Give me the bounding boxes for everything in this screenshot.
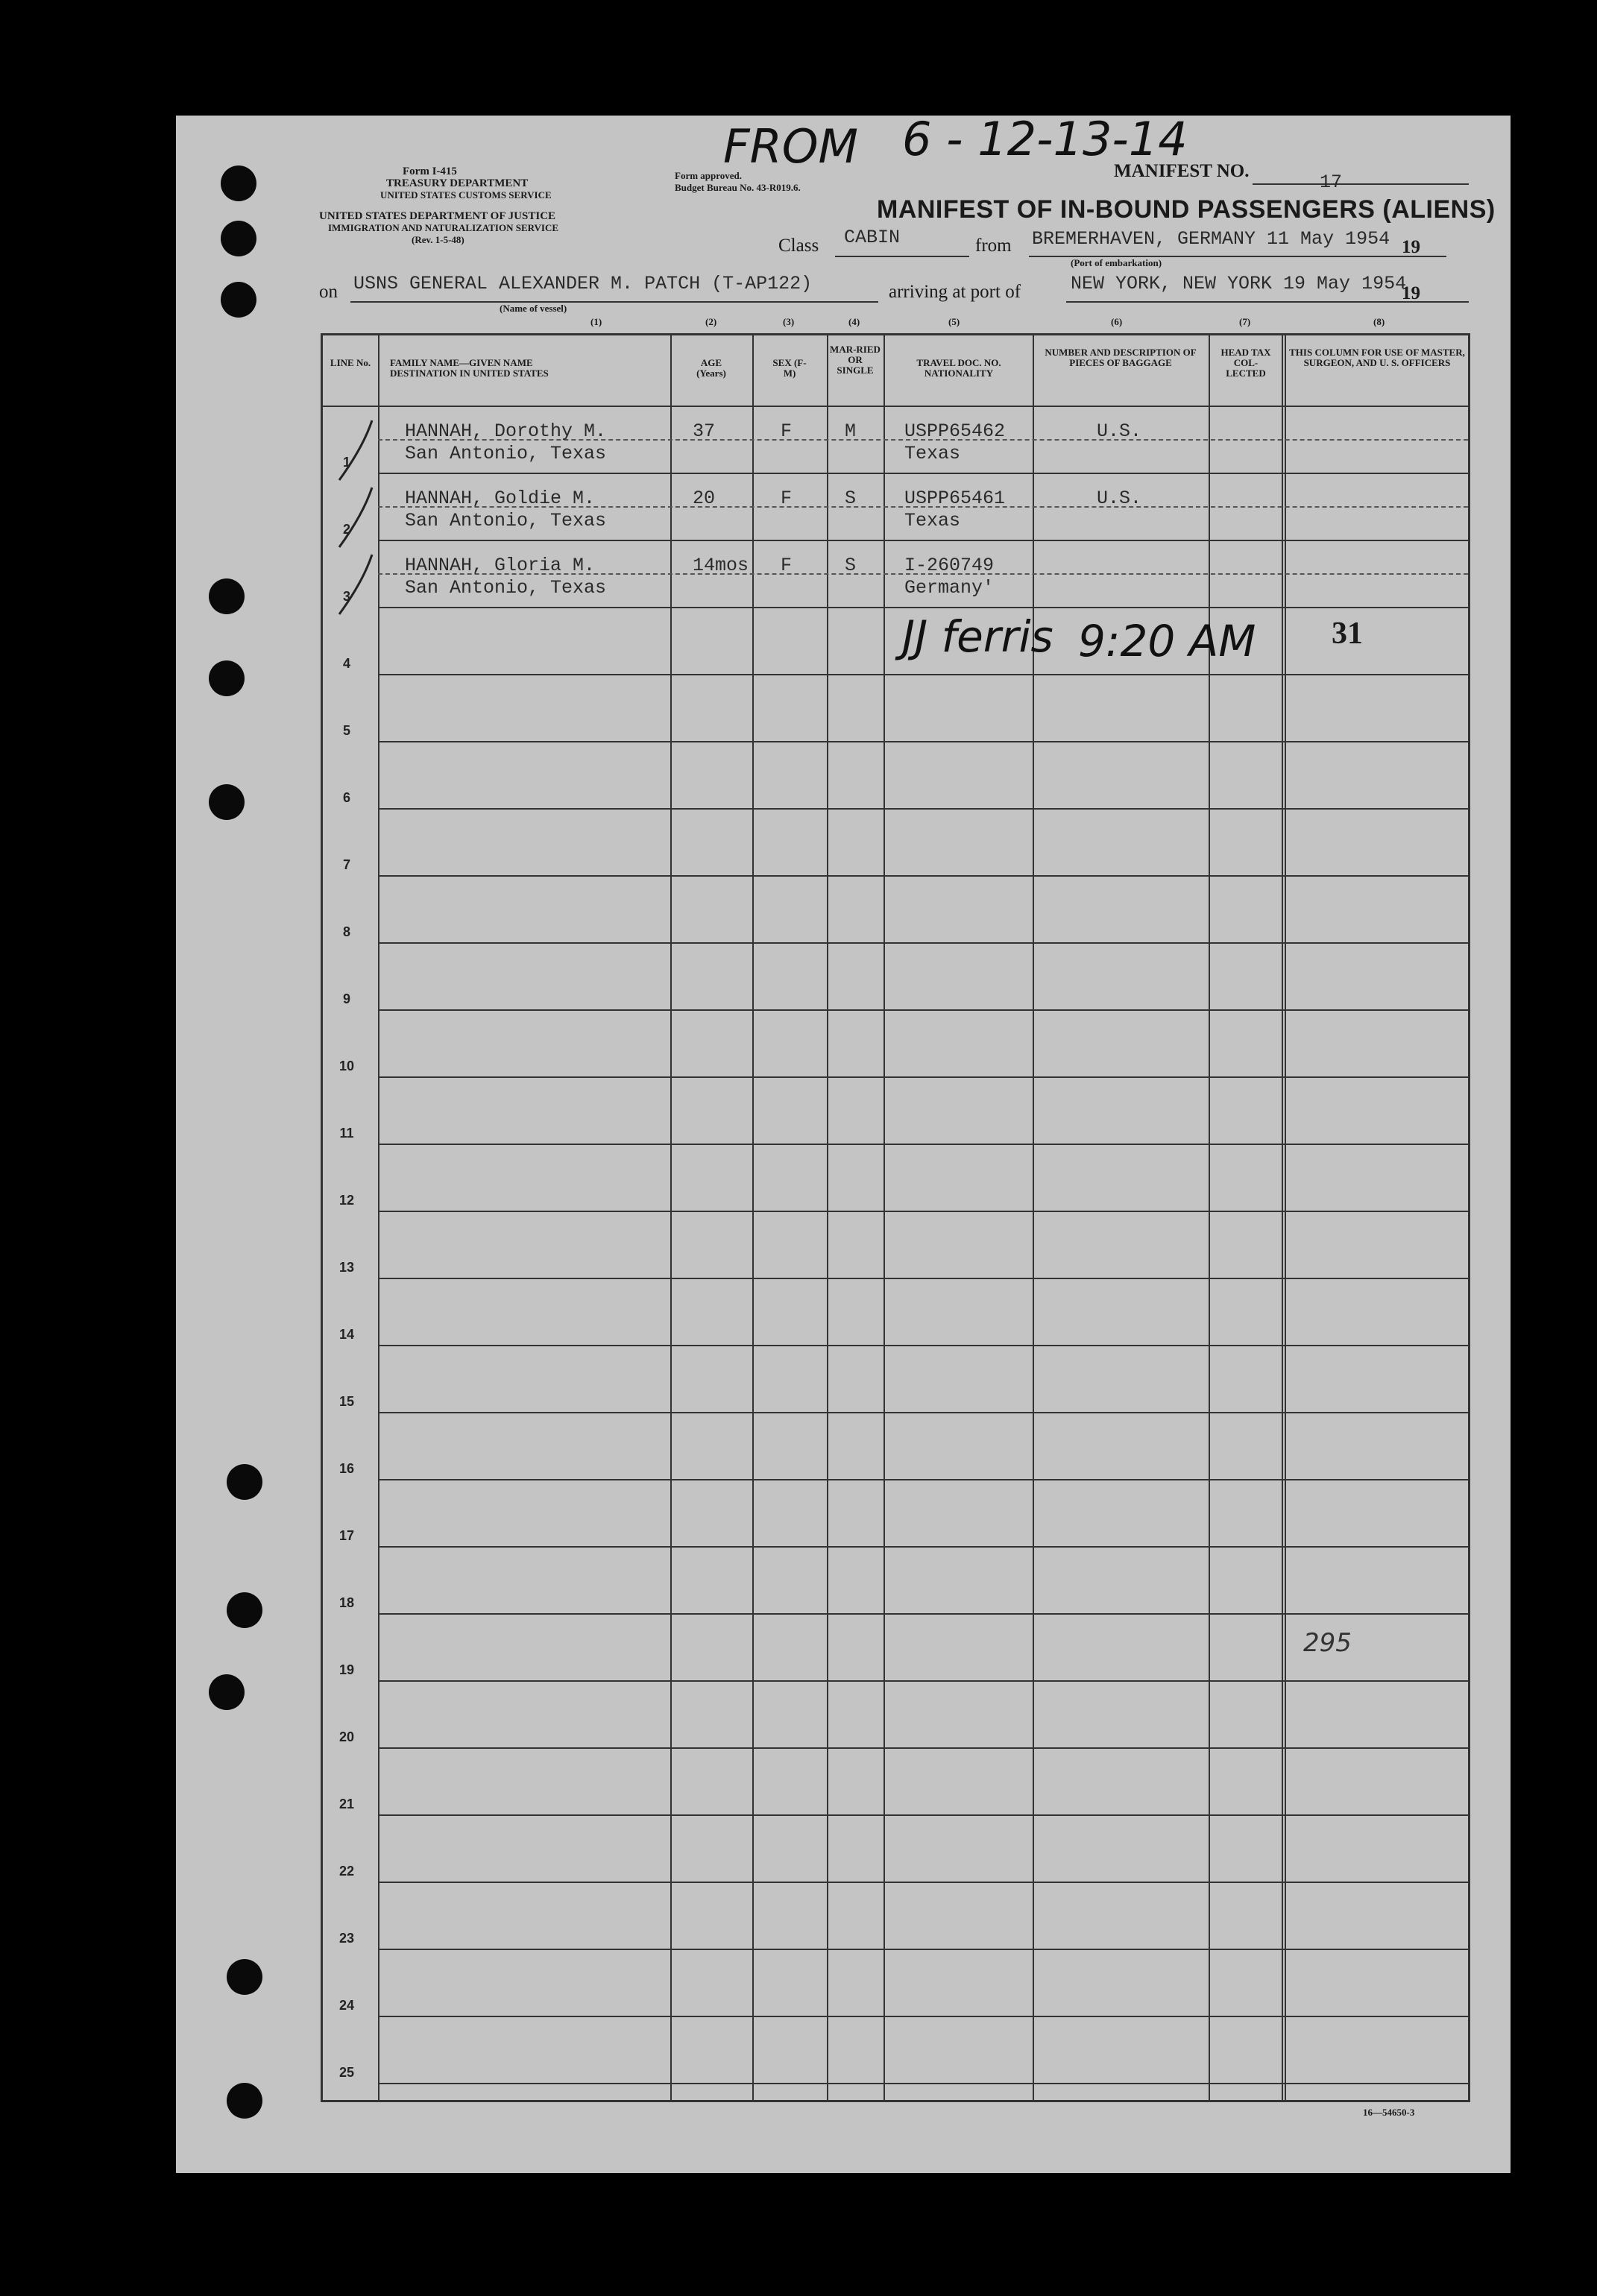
passenger-sex: F <box>781 420 793 442</box>
col-number: (2) <box>705 316 717 327</box>
stamp-number: 31 <box>1332 616 1363 651</box>
header-head-tax: HEAD TAX COL-LECTED <box>1220 347 1271 379</box>
col-divider <box>827 335 828 2100</box>
line-number: 8 <box>342 924 350 939</box>
row-divider <box>378 473 1468 474</box>
passenger-destination: San Antonio, Texas <box>405 443 607 464</box>
passenger-age: 14mos <box>693 555 749 576</box>
class-label: Class <box>778 236 819 256</box>
treasury-dept: TREASURY DEPARTMENT <box>386 177 529 189</box>
line-number: 18 <box>338 1595 355 1610</box>
line-number: 16 <box>338 1461 355 1476</box>
row-divider <box>378 1882 1468 1883</box>
row-divider <box>378 1613 1468 1615</box>
manifest-title: MANIFEST OF IN-BOUND PASSENGERS (ALIENS) <box>877 195 1496 224</box>
officer-signature: JJ ferris <box>902 611 1053 662</box>
passenger-destination: San Antonio, Texas <box>405 577 607 599</box>
manifest-no-line <box>1253 183 1469 185</box>
arrival-time: 9:20 AM <box>1078 616 1256 666</box>
print-code: 16—54650-3 <box>1363 2107 1415 2118</box>
line-number: 3 <box>342 589 350 604</box>
form-number: Form I-415 <box>403 165 457 177</box>
passenger-doc: USPP65462 <box>904 420 1006 442</box>
passenger-sex: F <box>781 555 793 576</box>
row-divider <box>378 2016 1468 2017</box>
passenger-name: HANNAH, Dorothy M. <box>405 420 607 442</box>
row-divider <box>378 2083 1468 2084</box>
col-number: (6) <box>1111 316 1123 327</box>
header-baggage: NUMBER AND DESCRIPTION OF PIECES OF BAGGAGE <box>1045 347 1197 368</box>
passenger-doc: USPP65461 <box>904 488 1006 509</box>
row-divider <box>378 1345 1468 1346</box>
on-label: on <box>319 282 338 302</box>
justice-dept: UNITED STATES DEPARTMENT OF JUSTICE <box>319 210 556 222</box>
port-caption: (Port of embarkation) <box>1071 257 1162 268</box>
arriving-printed-year: 19 <box>1402 283 1420 303</box>
row-divider <box>378 540 1468 541</box>
line-number: 17 <box>338 1528 355 1543</box>
row-divider <box>378 875 1468 877</box>
line-number: 4 <box>342 656 350 671</box>
pencil-note: 295 <box>1303 1628 1352 1658</box>
arriving-label: arriving at port of <box>889 282 1021 302</box>
passenger-baggage: U.S. <box>1097 488 1142 509</box>
col-number: (1) <box>590 316 602 327</box>
vessel-value: USNS GENERAL ALEXANDER M. PATCH (T-AP122) <box>353 273 813 294</box>
header-sex: SEX (F-M) <box>772 357 807 379</box>
form-approved: Form approved. <box>675 170 743 181</box>
passenger-marital: M <box>845 420 857 442</box>
col-number: (7) <box>1239 316 1251 327</box>
col-divider <box>1033 335 1034 2100</box>
check-mark <box>333 485 378 552</box>
line-number: 23 <box>338 1931 355 1946</box>
row-divider <box>378 1546 1468 1548</box>
binder-hole <box>209 1674 245 1710</box>
line-number: 5 <box>342 723 350 738</box>
passenger-doc: I-260749 <box>904 555 995 576</box>
passenger-baggage: U.S. <box>1097 420 1142 442</box>
passenger-nationality: Texas <box>904 443 961 464</box>
line-number: 6 <box>342 790 350 805</box>
line-number: 13 <box>338 1260 355 1275</box>
row-divider <box>378 1076 1468 1078</box>
header-travel-doc: TRAVEL DOC. NO. NATIONALITY <box>916 357 1001 379</box>
row-divider <box>378 1009 1468 1011</box>
header-officers: THIS COLUMN FOR USE OF MASTER, SURGEON, AND U. S. OFFICERS <box>1289 347 1465 368</box>
col-divider <box>883 335 885 2100</box>
passenger-marital: S <box>845 488 857 509</box>
passenger-nationality: Germany' <box>904 577 995 599</box>
header-name: FAMILY NAME—GIVEN NAME DESTINATION IN UNITED STATES <box>390 357 549 379</box>
binder-hole <box>227 1959 262 1995</box>
line-number: 24 <box>338 1998 355 2013</box>
col-number: (8) <box>1373 316 1385 327</box>
from-printed-year: 19 <box>1402 237 1420 257</box>
passenger-nationality: Texas <box>904 510 961 532</box>
line-number: 2 <box>342 522 350 537</box>
line-number: 7 <box>342 857 350 872</box>
line-number: 12 <box>338 1193 355 1208</box>
line-number: 21 <box>338 1797 355 1811</box>
ins-service: IMMIGRATION AND NATURALIZATION SERVICE <box>328 222 559 233</box>
row-divider <box>378 674 1468 675</box>
handwritten-from: FROM <box>723 119 859 174</box>
binder-hole <box>227 1464 262 1500</box>
passenger-sex: F <box>781 488 793 509</box>
col-divider <box>1282 335 1283 2100</box>
line-number: 15 <box>338 1394 355 1409</box>
binder-hole <box>221 282 256 318</box>
col-divider <box>1285 335 1286 2100</box>
row-divider <box>378 1211 1468 1212</box>
col-divider <box>670 335 672 2100</box>
line-number: 9 <box>342 991 350 1006</box>
binder-hole <box>227 2083 262 2119</box>
col-divider <box>378 335 379 2100</box>
line-number: 1 <box>342 455 350 470</box>
passenger-age: 20 <box>693 488 716 509</box>
arriving-value: NEW YORK, NEW YORK 19 May 1954 <box>1071 273 1407 294</box>
manifest-no-label: MANIFEST NO. <box>1114 161 1250 181</box>
row-divider <box>378 1144 1468 1145</box>
header-age: AGE (Years) <box>696 357 726 379</box>
binder-hole <box>209 660 245 696</box>
customs-service: UNITED STATES CUSTOMS SERVICE <box>380 189 552 201</box>
manifest-no-value: 17 <box>1320 171 1343 193</box>
vessel-line <box>350 301 878 303</box>
header-divider <box>323 406 1468 407</box>
row-divider <box>378 1747 1468 1749</box>
line-number: 25 <box>338 2065 355 2080</box>
handwritten-dates: 6 - 12-13-14 <box>902 112 1188 166</box>
from-label: from <box>975 236 1012 256</box>
line-number: 10 <box>338 1059 355 1073</box>
col-divider <box>1209 335 1210 2100</box>
binder-hole <box>221 165 256 201</box>
form-revision: (Rev. 1-5-48) <box>412 234 464 245</box>
vessel-caption: (Name of vessel) <box>500 303 567 314</box>
binder-hole <box>221 221 256 256</box>
from-value: BREMERHAVEN, GERMANY 11 May 1954 <box>1032 228 1390 250</box>
header-married: MAR-RIED OR SINGLE <box>830 344 881 376</box>
row-divider <box>378 1814 1468 1816</box>
passenger-name: HANNAH, Gloria M. <box>405 555 596 576</box>
check-mark <box>333 417 378 485</box>
line-number: 22 <box>338 1864 355 1879</box>
row-divider <box>378 607 1468 608</box>
line-number: 11 <box>339 1126 354 1141</box>
line-number: 20 <box>338 1729 355 1744</box>
class-value: CABIN <box>844 227 901 248</box>
col-divider <box>752 335 754 2100</box>
row-divider <box>378 1680 1468 1682</box>
row-divider <box>378 942 1468 944</box>
line-number: 14 <box>338 1327 355 1342</box>
budget-bureau: Budget Bureau No. 43-R019.6. <box>675 182 801 193</box>
col-number: (3) <box>783 316 795 327</box>
class-line <box>835 256 969 257</box>
passenger-table <box>321 333 1470 2102</box>
line-number: 19 <box>338 1662 355 1677</box>
col-number: (4) <box>848 316 860 327</box>
check-mark <box>333 552 378 619</box>
passenger-destination: San Antonio, Texas <box>405 510 607 532</box>
row-divider <box>378 1278 1468 1279</box>
row-divider <box>378 808 1468 810</box>
binder-hole <box>209 784 245 820</box>
passenger-marital: S <box>845 555 857 576</box>
row-divider <box>378 1412 1468 1413</box>
passenger-name: HANNAH, Goldie M. <box>405 488 596 509</box>
header-line-no: LINE No. <box>330 357 371 368</box>
passenger-age: 37 <box>693 420 716 442</box>
binder-hole <box>227 1592 262 1628</box>
binder-hole <box>209 578 245 614</box>
row-divider <box>378 1479 1468 1480</box>
col-number: (5) <box>948 316 960 327</box>
row-divider <box>378 741 1468 742</box>
row-divider <box>378 1949 1468 1950</box>
